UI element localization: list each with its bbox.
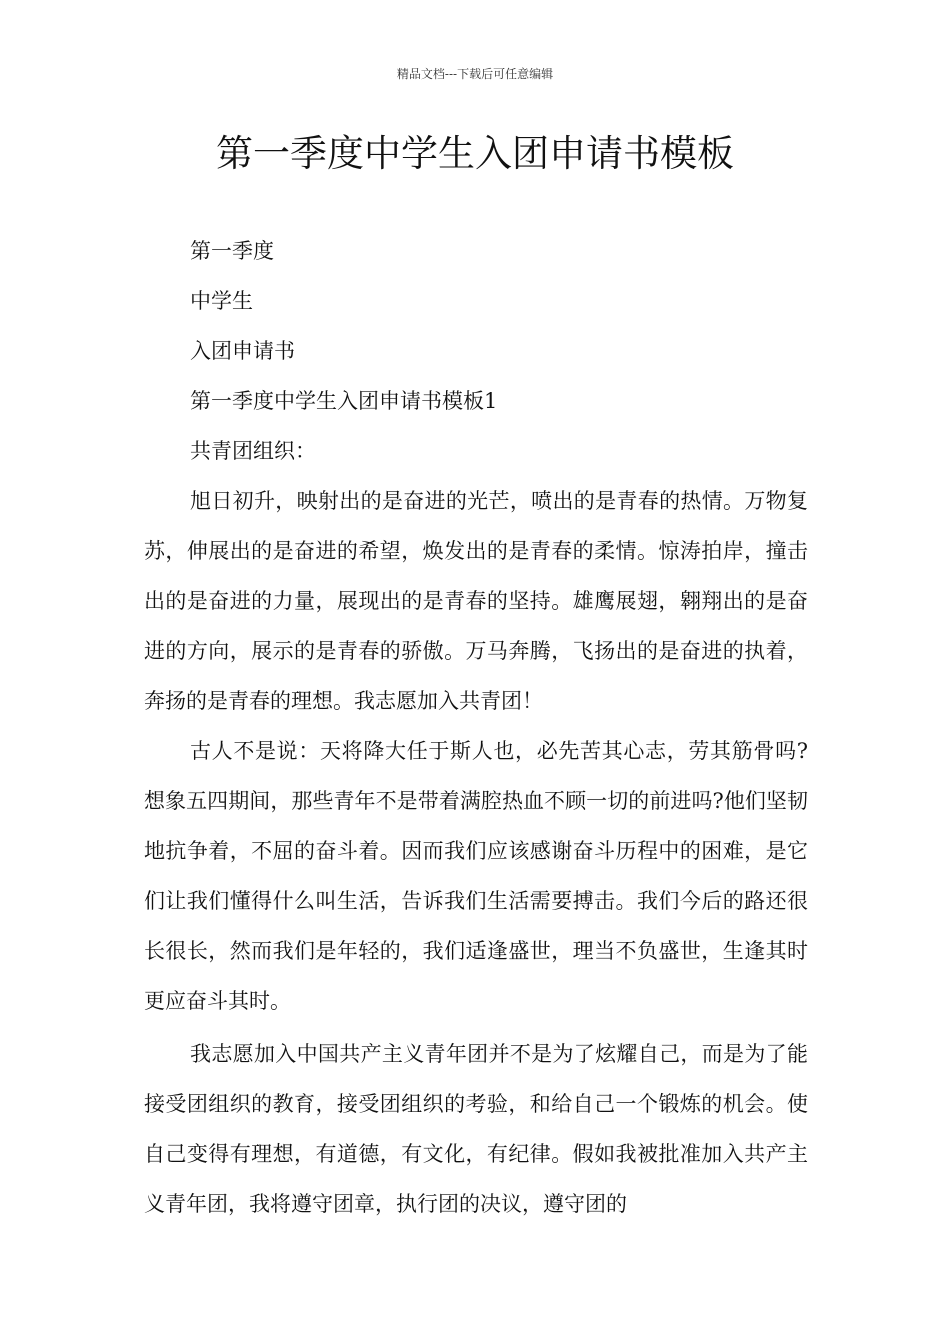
body-paragraph: 旭日初升，映射出的是奋进的光芒，喷出的是青春的热情。万物复苏，伸展出的是奋进的希望，焕发出的是青春的柔情。惊涛拍岸，撞击出的是奋进的力量，展现出的是青春的坚持。雄鹰展翅，翱翔出的是奋进的方向，展示的是青春的骄傲。万马奔腾，飞扬出的是奋进的执着，奔扬的是青春的理想。我志愿加入共青团！ <box>144 489 808 713</box>
template-heading: 第一季度中学生入团申请书模板1 <box>190 389 498 413</box>
intro-line: 第一季度 <box>190 239 274 263</box>
salutation: 共青团组织： <box>190 439 316 463</box>
body-paragraph: 我志愿加入中国共产主义青年团并不是为了炫耀自己，而是为了能接受团组织的教育，接受团组织的考验，和给自己一个锻炼的机会。使自己变得有理想，有道德，有文化，有纪律。假如我被批准加入共产主义青年团，我将遵守团章，执行团的决议，遵守团的 <box>144 1042 808 1216</box>
header-note: 精品文档---下载后可任意编辑 <box>396 67 554 81</box>
intro-line: 中学生 <box>190 289 253 313</box>
document-title: 第一季度中学生入团申请书模板 <box>216 132 734 175</box>
intro-line: 入团申请书 <box>190 339 295 363</box>
document-body <box>144 226 808 1229</box>
body-paragraph: 古人不是说：天将降大任于斯人也，必先苦其心志，劳其筋骨吗?想象五四期间，那些青年不是带着满腔热血不顾一切的前进吗?他们坚韧地抗争着，不屈的奋斗着。因而我们应该感谢奋斗历程中的困难，是它们让我们懂得什么叫生活，告诉我们生活需要搏击。我们今后的路还很长很长，然而我们是年轻的，我们适逢盛世，理当不负盛世，生逢其时更应奋斗其时。 <box>144 739 808 1013</box>
